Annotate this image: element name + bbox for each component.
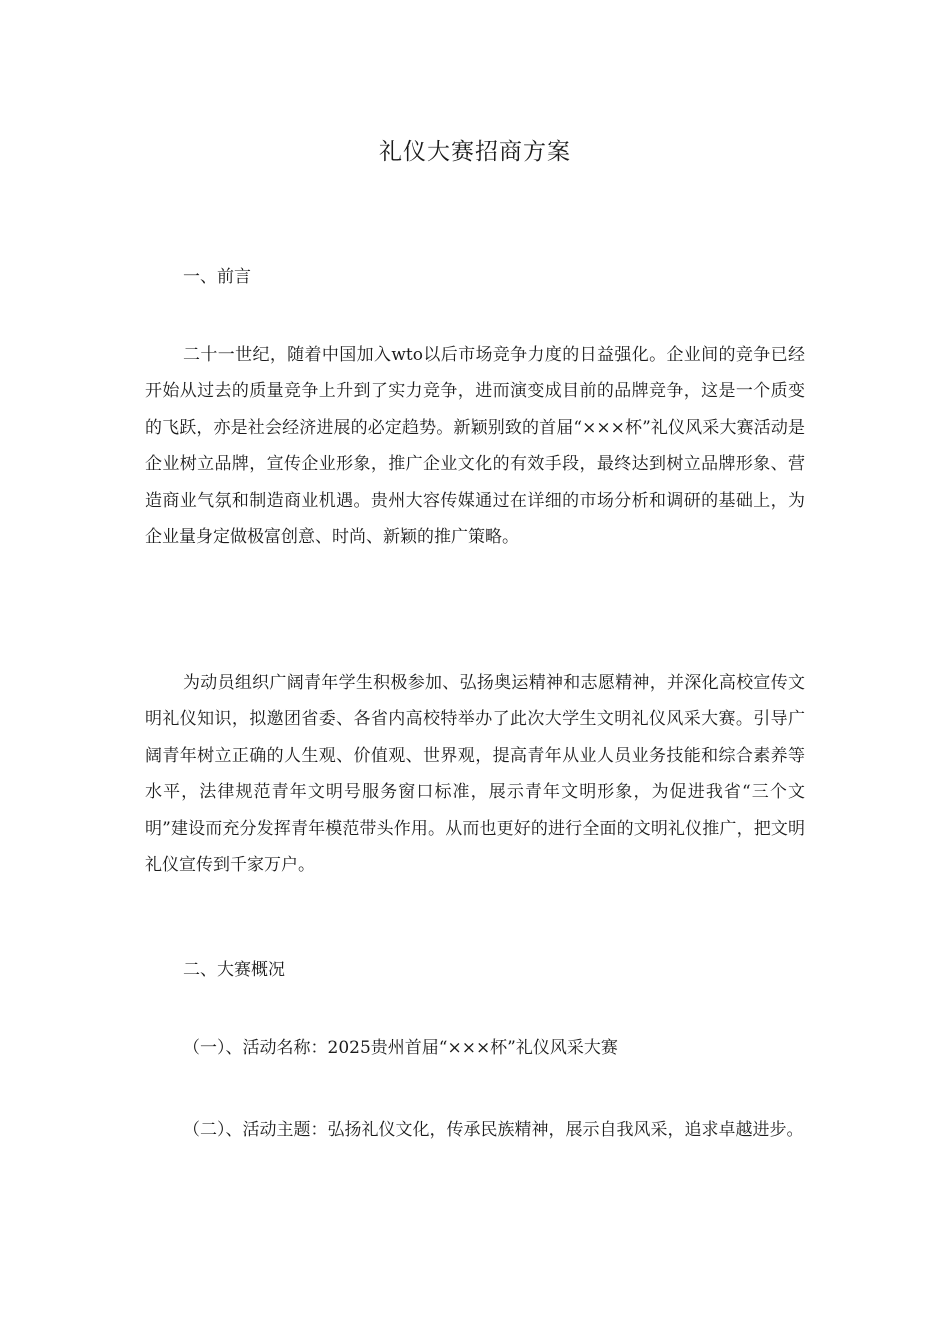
- paragraph-preface-1: 二十一世纪，随着中国加入wto以后市场竞争力度的日益强化。企业间的竞争已经开始从过去的质量竞争上升到了实力竞争，进而演变成目前的品牌竞争，这是一个质变的飞跃，亦是社会经济进展的必定趋势。新颖别致的首届“×××杯”礼仪风采大赛活动是企业树立品牌，宣传企业形象，推广企业文化的有效手段，最终达到树立品牌形象、营造商业气氛和制造商业机遇。贵州大容传媒通过在详细的市场分析和调研的基础上，为企业量身定做极富创意、时尚、新颖的推广策略。: [145, 345, 805, 548]
- overview-item-name: （一）、活动名称：2025贵州首届“×××杯”礼仪风采大赛: [183, 1038, 618, 1058]
- overview-item-theme: （二）、活动主题：弘扬礼仪文化，传承民族精神，展示自我风采，追求卓越进步。: [183, 1120, 804, 1140]
- paragraph-preface-2: 为动员组织广阔青年学生积极参加、弘扬奥运精神和志愿精神，并深化高校宣传文明礼仪知识，拟邀团省委、各省内高校特举办了此次大学生文明礼仪风采大赛。引导广阔青年树立正确的人生观、价值观、世界观，提高青年从业人员业务技能和综合素养等水平，法律规范青年文明号服务窗口标准，展示青年文明形象，为促进我省“三个文明”建设而充分发挥青年模范带头作用。从而也更好的进行全面的文明礼仪推广，把文明礼仪宣传到千家万户。: [145, 673, 805, 876]
- section-heading-preface: 一、前言: [183, 267, 251, 287]
- section-heading-overview: 二、大赛概况: [183, 960, 285, 980]
- document-title: 礼仪大赛招商方案: [379, 139, 571, 165]
